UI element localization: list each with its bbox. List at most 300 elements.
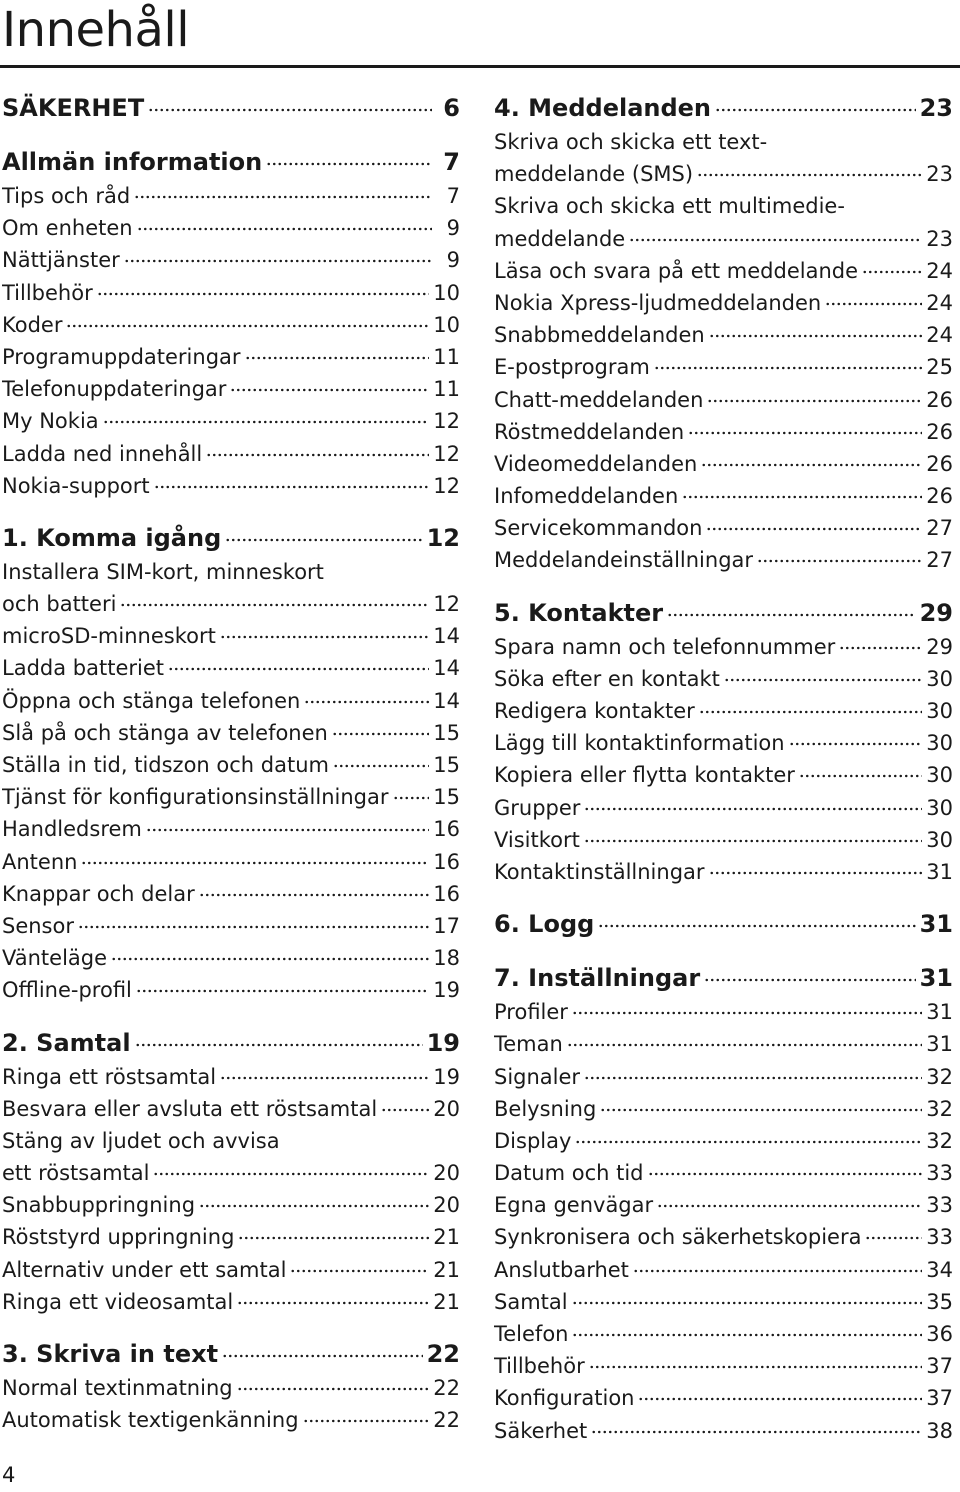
- toc-entry-page: 31: [926, 859, 953, 884]
- toc-entry-label: Spara namn och telefonnummer: [494, 634, 836, 659]
- dot-leader: [103, 420, 430, 424]
- dot-leader: [572, 1333, 922, 1337]
- toc-section-heading[interactable]: [2, 90, 460, 126]
- toc-entry[interactable]: [2, 373, 460, 405]
- toc-entry-label: Lägg till kontaktinformation: [494, 731, 785, 756]
- toc-entry-page: 21: [433, 1257, 460, 1282]
- dot-leader: [238, 1236, 429, 1240]
- toc-entry-label: Samtal: [494, 1289, 568, 1314]
- toc-entry[interactable]: [2, 277, 460, 309]
- dot-leader: [266, 162, 432, 166]
- toc-entry-page: 23: [919, 94, 953, 122]
- toc-entry-label: My Nokia: [2, 409, 99, 434]
- dot-leader: [701, 463, 922, 467]
- toc-entry-page: 32: [926, 1128, 953, 1153]
- toc-entry[interactable]: [2, 588, 460, 620]
- dot-leader: [598, 924, 915, 928]
- toc-entry-page: 12: [426, 523, 460, 552]
- toc-entry-label: Alternativ under ett samtal: [2, 1257, 287, 1282]
- toc-entry-label: Tillbehör: [2, 280, 93, 305]
- toc-entry-label: E-postprogram: [494, 355, 650, 380]
- toc-entry-page: 37: [926, 1354, 953, 1379]
- toc-entry-page: 23: [926, 226, 953, 251]
- toc-entry-label: Läsa och svara på ett meddelande: [494, 258, 859, 283]
- dot-leader: [393, 796, 430, 800]
- toc-entry-page: 30: [926, 795, 953, 820]
- toc-entry[interactable]: [494, 856, 953, 888]
- toc-entry-label: 5. Kontakter: [494, 598, 664, 627]
- dot-leader: [629, 238, 922, 242]
- toc-entry-label: Profiler: [494, 1000, 568, 1025]
- dot-leader: [575, 1140, 922, 1144]
- toc-entry-page: 14: [433, 656, 460, 681]
- toc-entry[interactable]: [494, 631, 953, 663]
- toc-entry-page: 31: [919, 910, 953, 939]
- toc-entry[interactable]: [2, 244, 460, 276]
- dot-leader: [757, 559, 922, 563]
- toc-entry-page: 9: [446, 216, 460, 241]
- page-number: 4: [2, 1463, 16, 1487]
- toc-entry[interactable]: [494, 480, 953, 512]
- toc-section-heading[interactable]: [494, 595, 953, 631]
- toc-entry[interactable]: [494, 1318, 953, 1350]
- toc-section-heading[interactable]: [494, 90, 953, 126]
- toc-entry-label: Tillbehör: [494, 1354, 585, 1379]
- toc-entry-page: 9: [446, 248, 460, 273]
- dot-leader: [572, 1011, 922, 1015]
- dot-leader: [667, 613, 915, 617]
- toc-entry[interactable]: [494, 1382, 953, 1414]
- toc-entry[interactable]: [494, 1093, 953, 1125]
- toc-entry-page: 30: [926, 666, 953, 691]
- toc-entry-label: Ställa in tid, tidszon och datum: [2, 753, 329, 777]
- toc-entry-page: 31: [926, 1032, 953, 1057]
- dot-leader: [724, 678, 922, 682]
- toc-entry-label: Skriva och skicka ett text-: [494, 130, 768, 154]
- dot-leader: [704, 978, 915, 982]
- toc-entry[interactable]: [494, 223, 953, 255]
- toc-entry[interactable]: [494, 1061, 953, 1093]
- toc-entry-page: 23: [926, 162, 953, 187]
- toc-entry-label: 4. Meddelanden: [494, 94, 712, 122]
- toc-entry-label: Automatisk textigenkänning: [2, 1408, 299, 1433]
- toc-entry-page: 20: [433, 1193, 460, 1218]
- toc-entry-label: Kontaktinställningar: [494, 859, 705, 884]
- toc-entry[interactable]: [2, 1125, 460, 1157]
- toc-entry-page: 33: [926, 1225, 953, 1250]
- toc-entry-label: SÄKERHET: [2, 94, 145, 122]
- toc-entry-page: 10: [433, 280, 460, 305]
- toc-entry-page: 20: [433, 1096, 460, 1121]
- toc-entry[interactable]: [2, 974, 460, 1006]
- toc-entry[interactable]: [2, 1372, 460, 1404]
- toc-entry-label: ett röstsamtal: [2, 1161, 150, 1186]
- dot-leader: [290, 1269, 429, 1273]
- dot-leader: [839, 646, 922, 650]
- toc-entry-page: 14: [433, 688, 460, 713]
- toc-entry-page: 32: [926, 1064, 953, 1089]
- toc-section-heading[interactable]: [494, 906, 953, 942]
- toc-section-heading[interactable]: [2, 144, 460, 180]
- toc-entry[interactable]: [2, 846, 460, 878]
- toc-entry-label: Öppna och stänga telefonen: [2, 688, 301, 713]
- dot-leader: [638, 1397, 922, 1401]
- toc-entry-label: Ringa ett videosamtal: [2, 1289, 234, 1314]
- toc-entry[interactable]: [494, 824, 953, 856]
- toc-entry-label: och batteri: [2, 592, 117, 617]
- section-gap: [2, 502, 460, 520]
- toc-entry[interactable]: [2, 1189, 460, 1221]
- toc-entry-label: meddelande (SMS): [494, 162, 694, 187]
- toc-entry-label: Snabbuppringning: [2, 1193, 196, 1218]
- dot-leader: [584, 1076, 922, 1080]
- dot-leader: [222, 1354, 423, 1358]
- toc-entry[interactable]: [2, 1221, 460, 1253]
- toc-entry-label: Sensor: [2, 913, 74, 938]
- toc-entry[interactable]: [494, 1157, 953, 1189]
- toc-entry-label: Snabbmeddelanden: [494, 323, 705, 348]
- dot-leader: [584, 807, 922, 811]
- dot-leader: [153, 1172, 429, 1176]
- toc-column-left: [2, 90, 460, 1436]
- toc-entry[interactable]: [2, 813, 460, 845]
- toc-entry[interactable]: [494, 190, 953, 222]
- toc-entry-page: 30: [926, 763, 953, 788]
- dot-leader: [199, 893, 430, 897]
- toc-entry-label: Redigera kontakter: [494, 699, 695, 723]
- dot-leader: [589, 1365, 923, 1369]
- toc-entry[interactable]: [494, 319, 953, 351]
- toc-entry[interactable]: [494, 1415, 953, 1447]
- toc-entry-label: 6. Logg: [494, 910, 595, 939]
- dot-leader: [688, 431, 922, 435]
- dot-leader: [220, 1076, 429, 1080]
- dot-leader: [136, 989, 429, 993]
- toc-entry[interactable]: [494, 663, 953, 695]
- toc-entry-label: Programuppdateringar: [2, 344, 241, 369]
- toc-entry[interactable]: [2, 405, 460, 437]
- toc-entry[interactable]: [494, 996, 953, 1028]
- toc-entry-label: Antenn: [2, 849, 78, 874]
- toc-entry[interactable]: [494, 158, 953, 190]
- toc-entry-label: Ladda batteriet: [2, 656, 164, 681]
- toc-entry[interactable]: [2, 1254, 460, 1286]
- toc-entry[interactable]: [2, 942, 460, 974]
- toc-entry[interactable]: [494, 727, 953, 759]
- toc-entry-page: 24: [926, 258, 953, 283]
- dot-leader: [245, 356, 430, 360]
- toc-entry-page: 30: [926, 731, 953, 756]
- toc-entry[interactable]: [494, 287, 953, 319]
- dot-leader: [572, 1301, 923, 1305]
- toc-entry-page: 27: [926, 548, 953, 573]
- toc-entry-page: 16: [433, 849, 460, 874]
- toc-entry-page: 16: [433, 881, 460, 906]
- toc-entry-label: Teman: [494, 1032, 563, 1057]
- toc-entry[interactable]: [494, 1350, 953, 1382]
- toc-entry-page: 31: [919, 964, 953, 993]
- toc-entry-label: Knappar och delar: [2, 881, 195, 906]
- toc-entry-page: 19: [433, 1064, 460, 1089]
- dot-leader: [237, 1387, 430, 1391]
- toc-entry-label: Grupper: [494, 795, 581, 820]
- toc-entry-page: 26: [926, 387, 953, 412]
- dot-leader: [715, 108, 916, 112]
- toc-entry-page: 24: [926, 323, 953, 348]
- dot-leader: [220, 635, 429, 639]
- toc-entry-label: Infomeddelanden: [494, 484, 679, 509]
- section-gap: [494, 942, 953, 960]
- toc-entry-label: Säkerhet: [494, 1418, 588, 1443]
- toc-entry[interactable]: [494, 1189, 953, 1221]
- toc-entry-page: 31: [926, 1000, 953, 1025]
- toc-entry-label: Ladda ned innehåll: [2, 441, 203, 466]
- dot-leader: [304, 700, 429, 704]
- toc-entry[interactable]: [494, 1286, 953, 1318]
- toc-entry-page: 12: [433, 592, 460, 617]
- dot-leader: [862, 270, 922, 274]
- dot-leader: [206, 453, 429, 457]
- dot-leader: [230, 388, 429, 392]
- toc-entry-label: Ringa ett röstsamtal: [2, 1064, 217, 1089]
- toc-entry[interactable]: [2, 1093, 460, 1125]
- toc-section-heading[interactable]: [2, 520, 460, 556]
- toc-entry-label: meddelande: [494, 226, 626, 251]
- toc-entry[interactable]: [494, 448, 953, 480]
- toc-entry[interactable]: [2, 717, 460, 749]
- dot-leader: [120, 603, 429, 607]
- toc-entry-page: 21: [433, 1289, 460, 1314]
- dot-leader: [654, 366, 922, 370]
- toc-entry[interactable]: [494, 1221, 953, 1253]
- toc-entry[interactable]: [2, 556, 460, 588]
- toc-section-heading[interactable]: [494, 960, 953, 996]
- dot-leader: [648, 1172, 923, 1176]
- toc-entry[interactable]: [2, 652, 460, 684]
- toc-entry-label: Röststyrd uppringning: [2, 1225, 235, 1250]
- toc-entry-label: Nokia-support: [2, 473, 150, 498]
- toc-entry-page: 33: [926, 1193, 953, 1218]
- toc-entry[interactable]: [494, 351, 953, 383]
- dot-leader: [865, 1236, 922, 1240]
- toc-entry[interactable]: [494, 416, 953, 448]
- dot-leader: [111, 957, 429, 961]
- section-gap: [494, 888, 953, 906]
- toc-entry-label: Kopiera eller flytta kontakter: [494, 763, 795, 788]
- toc-entry[interactable]: [494, 792, 953, 824]
- dot-leader: [699, 710, 922, 714]
- toc-entry-label: Nokia Xpress-ljudmeddelanden: [494, 290, 822, 315]
- toc-entry-page: 25: [926, 355, 953, 380]
- dot-leader: [657, 1204, 922, 1208]
- dot-leader: [303, 1419, 430, 1423]
- toc-entry-page: 26: [926, 419, 953, 444]
- toc-entry-label: Skriva och skicka ett multimedie-: [494, 194, 845, 219]
- toc-entry-label: 1. Komma igång: [2, 523, 222, 552]
- toc-entry-page: 29: [926, 634, 953, 659]
- toc-entry-page: 34: [926, 1257, 953, 1282]
- toc-entry[interactable]: [494, 512, 953, 544]
- toc-entry[interactable]: [494, 384, 953, 416]
- toc-entry-label: Display: [494, 1128, 572, 1153]
- dot-leader: [332, 732, 429, 736]
- toc-entry[interactable]: [494, 759, 953, 791]
- dot-leader: [697, 173, 922, 177]
- toc-entry-page: 16: [433, 817, 460, 842]
- dot-leader: [633, 1269, 922, 1273]
- dot-leader: [225, 538, 422, 542]
- toc-entry-label: Meddelandeinställningar: [494, 548, 754, 573]
- toc-entry-page: 10: [433, 312, 460, 337]
- dot-leader: [237, 1301, 429, 1305]
- toc-entry-label: Konfiguration: [494, 1386, 635, 1411]
- toc-entry-label: Tjänst för konfigurationsinställningar: [2, 785, 389, 810]
- toc-section-heading[interactable]: [2, 1025, 460, 1061]
- dot-leader: [709, 871, 923, 875]
- page-title: Innehåll: [2, 2, 190, 58]
- toc-entry[interactable]: [494, 544, 953, 576]
- dot-leader: [154, 485, 430, 489]
- toc-entry[interactable]: [494, 1254, 953, 1286]
- toc-entry[interactable]: [2, 620, 460, 652]
- toc-entry-label: Söka efter en kontakt: [494, 666, 720, 691]
- toc-entry-page: 12: [433, 409, 460, 434]
- dot-leader: [567, 1043, 922, 1047]
- toc-entry[interactable]: [2, 1061, 460, 1093]
- dot-leader: [148, 108, 432, 112]
- toc-entry[interactable]: [494, 695, 953, 727]
- dot-leader: [825, 302, 922, 306]
- toc-entry-page: 17: [433, 913, 460, 938]
- toc-entry-page: 14: [433, 624, 460, 649]
- dot-leader: [706, 527, 922, 531]
- toc-entry-page: 38: [926, 1418, 953, 1443]
- toc-entry[interactable]: [2, 438, 460, 470]
- dot-leader: [134, 195, 432, 199]
- toc-entry-page: 21: [433, 1225, 460, 1250]
- dot-leader: [124, 259, 432, 263]
- toc-entry[interactable]: [2, 1404, 460, 1436]
- toc-entry-label: Telefon: [494, 1322, 569, 1346]
- toc-entry-page: 37: [926, 1386, 953, 1411]
- toc-entry[interactable]: [2, 749, 460, 781]
- toc-entry[interactable]: [494, 126, 953, 158]
- toc-entry-page: 24: [926, 290, 953, 315]
- toc-entry-label: Röstmeddelanden: [494, 419, 685, 444]
- toc-entry-label: Om enheten: [2, 216, 133, 241]
- toc-entry-label: Servicekommandon: [494, 516, 703, 541]
- toc-entry-label: Vänteläge: [2, 946, 108, 971]
- toc-entry-page: 22: [433, 1376, 460, 1400]
- toc-entry[interactable]: [2, 470, 460, 502]
- toc-entry-label: Telefonuppdateringar: [2, 377, 227, 402]
- toc-entry[interactable]: [2, 685, 460, 717]
- dot-leader: [799, 774, 922, 778]
- toc-entry-label: Koder: [2, 312, 63, 337]
- dot-leader: [135, 1043, 423, 1047]
- toc-entry-page: 22: [433, 1408, 460, 1433]
- toc-entry-label: Offline-profil: [2, 978, 132, 1003]
- dot-leader: [66, 324, 429, 328]
- toc-entry-label: Slå på och stänga av telefonen: [2, 720, 328, 745]
- toc-entry-label: Datum och tid: [494, 1161, 644, 1186]
- toc-entry-page: 15: [433, 720, 460, 745]
- toc-entry-page: 18: [433, 946, 460, 971]
- toc-entry-page: 29: [919, 598, 953, 627]
- toc-entry-page: 22: [426, 1340, 460, 1368]
- toc-entry[interactable]: [494, 1028, 953, 1060]
- toc-entry-label: Installera SIM-kort, minneskort: [2, 559, 324, 584]
- toc-entry-page: 27: [926, 516, 953, 541]
- toc-entry-page: 26: [926, 451, 953, 476]
- title-rule: [0, 65, 960, 68]
- toc-entry-label: Egna genvägar: [494, 1193, 654, 1218]
- toc-entry-label: Handledsrem: [2, 817, 142, 842]
- toc-entry-page: 33: [926, 1161, 953, 1186]
- toc-entry-page: 7: [446, 184, 460, 208]
- toc-entry-page: 35: [926, 1289, 953, 1314]
- toc-entry-label: Besvara eller avsluta ett röstsamtal: [2, 1096, 378, 1121]
- toc-entry[interactable]: [2, 1157, 460, 1189]
- dot-leader: [333, 764, 429, 768]
- dot-leader: [78, 925, 429, 929]
- toc-entry-page: 11: [433, 344, 460, 369]
- toc-entry-page: 15: [433, 785, 460, 810]
- section-gap: [2, 1007, 460, 1025]
- section-gap: [2, 126, 460, 144]
- toc-entry[interactable]: [2, 781, 460, 813]
- toc-entry-page: 7: [443, 148, 460, 176]
- toc-entry-page: 19: [426, 1028, 460, 1057]
- toc-entry-label: Anslutbarhet: [494, 1257, 629, 1282]
- dot-leader: [137, 227, 432, 231]
- toc-entry[interactable]: [2, 212, 460, 244]
- toc-entry[interactable]: [2, 341, 460, 373]
- toc-entry[interactable]: [494, 255, 953, 287]
- toc-entry-label: Stäng av ljudet och avvisa: [2, 1128, 280, 1153]
- toc-entry-page: 11: [433, 377, 460, 402]
- toc-entry-label: 2. Samtal: [2, 1028, 131, 1057]
- dot-leader: [709, 334, 923, 338]
- dot-leader: [682, 495, 922, 499]
- toc-entry-label: Signaler: [494, 1064, 581, 1089]
- dot-leader: [600, 1108, 922, 1112]
- toc-entry-label: Visitkort: [494, 827, 580, 852]
- toc-entry[interactable]: [2, 910, 460, 942]
- toc-entry[interactable]: [2, 309, 460, 341]
- toc-entry-label: microSD-minneskort: [2, 624, 216, 649]
- toc-entry[interactable]: [2, 878, 460, 910]
- toc-entry-label: Videomeddelanden: [494, 451, 698, 476]
- toc-entry-page: 12: [433, 441, 460, 466]
- toc-entry-page: 19: [433, 978, 460, 1003]
- dot-leader: [584, 839, 922, 843]
- dot-leader: [168, 667, 429, 671]
- toc-entry-page: 20: [433, 1161, 460, 1186]
- dot-leader: [81, 861, 429, 865]
- dot-leader: [199, 1204, 429, 1208]
- toc-section-heading[interactable]: [2, 1336, 460, 1372]
- toc-entry[interactable]: [2, 1286, 460, 1318]
- toc-entry[interactable]: [2, 180, 460, 212]
- toc-entry[interactable]: [494, 1125, 953, 1157]
- toc-entry-page: 26: [926, 484, 953, 509]
- toc-entry-label: Synkronisera och säkerhetskopiera: [494, 1225, 862, 1250]
- dot-leader: [591, 1430, 922, 1434]
- toc-entry-label: Normal textinmatning: [2, 1376, 233, 1400]
- toc-entry-page: 15: [433, 753, 460, 777]
- dot-leader: [97, 292, 430, 296]
